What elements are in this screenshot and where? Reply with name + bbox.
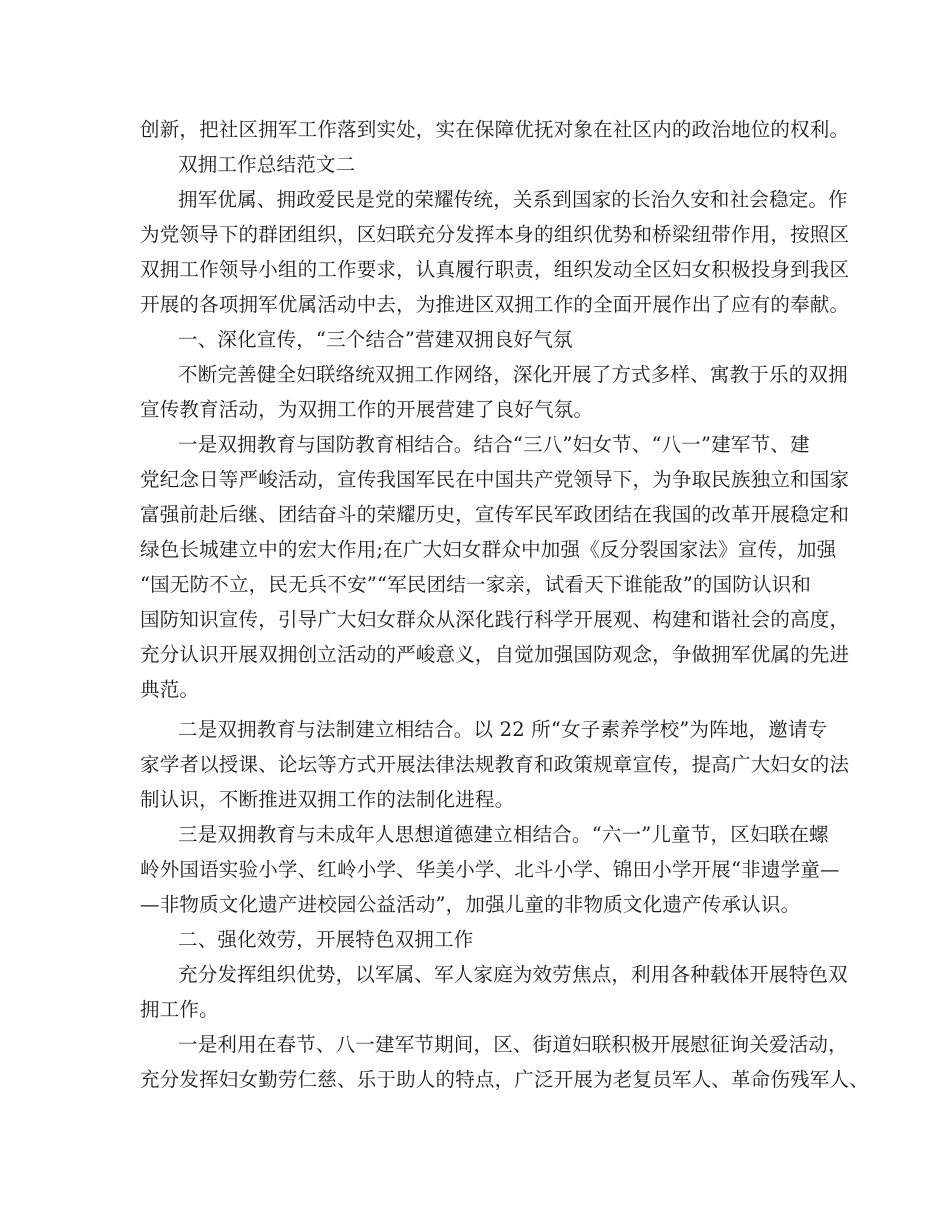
text-line: 绿色长城建立中的宏大作用;在广大妇女群众中加强《反分裂国家法》宣传，加强 (140, 538, 837, 561)
section-heading: 一、深化宣传，“三个结合”营建双拥良好气氛 (178, 328, 573, 351)
text-line: 不断完善健全妇联络统双拥工作网络，深化开展了方式多样、寓教于乐的双拥 (178, 363, 848, 386)
text-line: 二是双拥教育与法制建立相结合。以 22 所“女子素养学校”为阵地，邀请专 (178, 718, 828, 741)
text-line: —非物质文化遗产进校园公益活动”，加强儿童的非物质文化遗产传承认识。 (140, 893, 801, 916)
text-line: 拥军优属、拥政爱民是党的荣耀传统，关系到国家的长治久安和社会稳定。作 (178, 188, 848, 211)
text-line: 开展的各项拥军优属活动中去，为推进区双拥工作的全面开展作出了应有的奉献。 (140, 293, 850, 316)
text-line: 一是双拥教育与国防教育相结合。结合“三八”妇女节、“八一”建军节、建 (178, 433, 810, 456)
text-line: 充分发挥组织优势，以军属、军人家庭为效劳焦点，利用各种载体开展特色双 (178, 963, 848, 986)
text-line: 充分认识开展双拥创立活动的严峻意义，自觉加强国防观念，争做拥军优属的先进 (140, 643, 850, 666)
text-line: 双拥工作领导小组的工作要求，认真履行职责，组织发动全区妇女积极投身到我区 (140, 258, 850, 281)
text-line: 典范。 (140, 678, 200, 701)
text-line: 制认识，不断推进双拥工作的法制化进程。 (140, 788, 515, 811)
text-line: 创新，把社区拥军工作落到实处，实在保障优抚对象在社区内的政治地位的权利。 (140, 118, 850, 141)
text-line: 宣传教育活动，为双拥工作的开展营建了良好气氛。 (140, 398, 594, 421)
text-line: 一是利用在春节、八一建军节期间，区、街道妇联积极开展慰征询关爱活动， (178, 1033, 848, 1056)
text-line: 党纪念日等严峻活动，宣传我国军民在中国共产党领导下，为争取民族独立和国家 (140, 468, 850, 491)
text-line: 充分发挥妇女勤劳仁慈、乐于助人的特点，广泛开展为老复员军人、革命伤残军人、 (140, 1068, 869, 1091)
text-line: 家学者以授课、论坛等方式开展法律法规教育和政策规章宣传，提高广大妇女的法 (140, 753, 850, 776)
section-heading: 二、强化效劳，开展特色双拥工作 (178, 928, 474, 951)
text-line: 国防知识宣传，引导广大妇女群众从深化践行科学开展观、构建和谐社会的高度， (140, 608, 850, 631)
text-line: “国无防不立，民无兵不安”“军民团结一家亲，试看天下谁能敌”的国防认识和 (140, 573, 812, 596)
text-line: 为党领导下的群团组织，区妇联充分发挥本身的组织优势和桥梁纽带作用，按照区 (140, 223, 850, 246)
section-title: 双拥工作总结范文二 (178, 153, 356, 176)
text-line: 岭外国语实验小学、红岭小学、华美小学、北斗小学、锦田小学开展“非遗学童— (140, 858, 840, 881)
text-line: 拥工作。 (140, 998, 219, 1021)
text-line: 富强前赴后继、团结奋斗的荣耀历史，宣传军民军政团结在我国的改革开展稳定和 (140, 503, 850, 526)
text-line: 三是双拥教育与未成年人思想道德建立相结合。“六一”儿童节，区妇联在螺 (178, 823, 829, 846)
